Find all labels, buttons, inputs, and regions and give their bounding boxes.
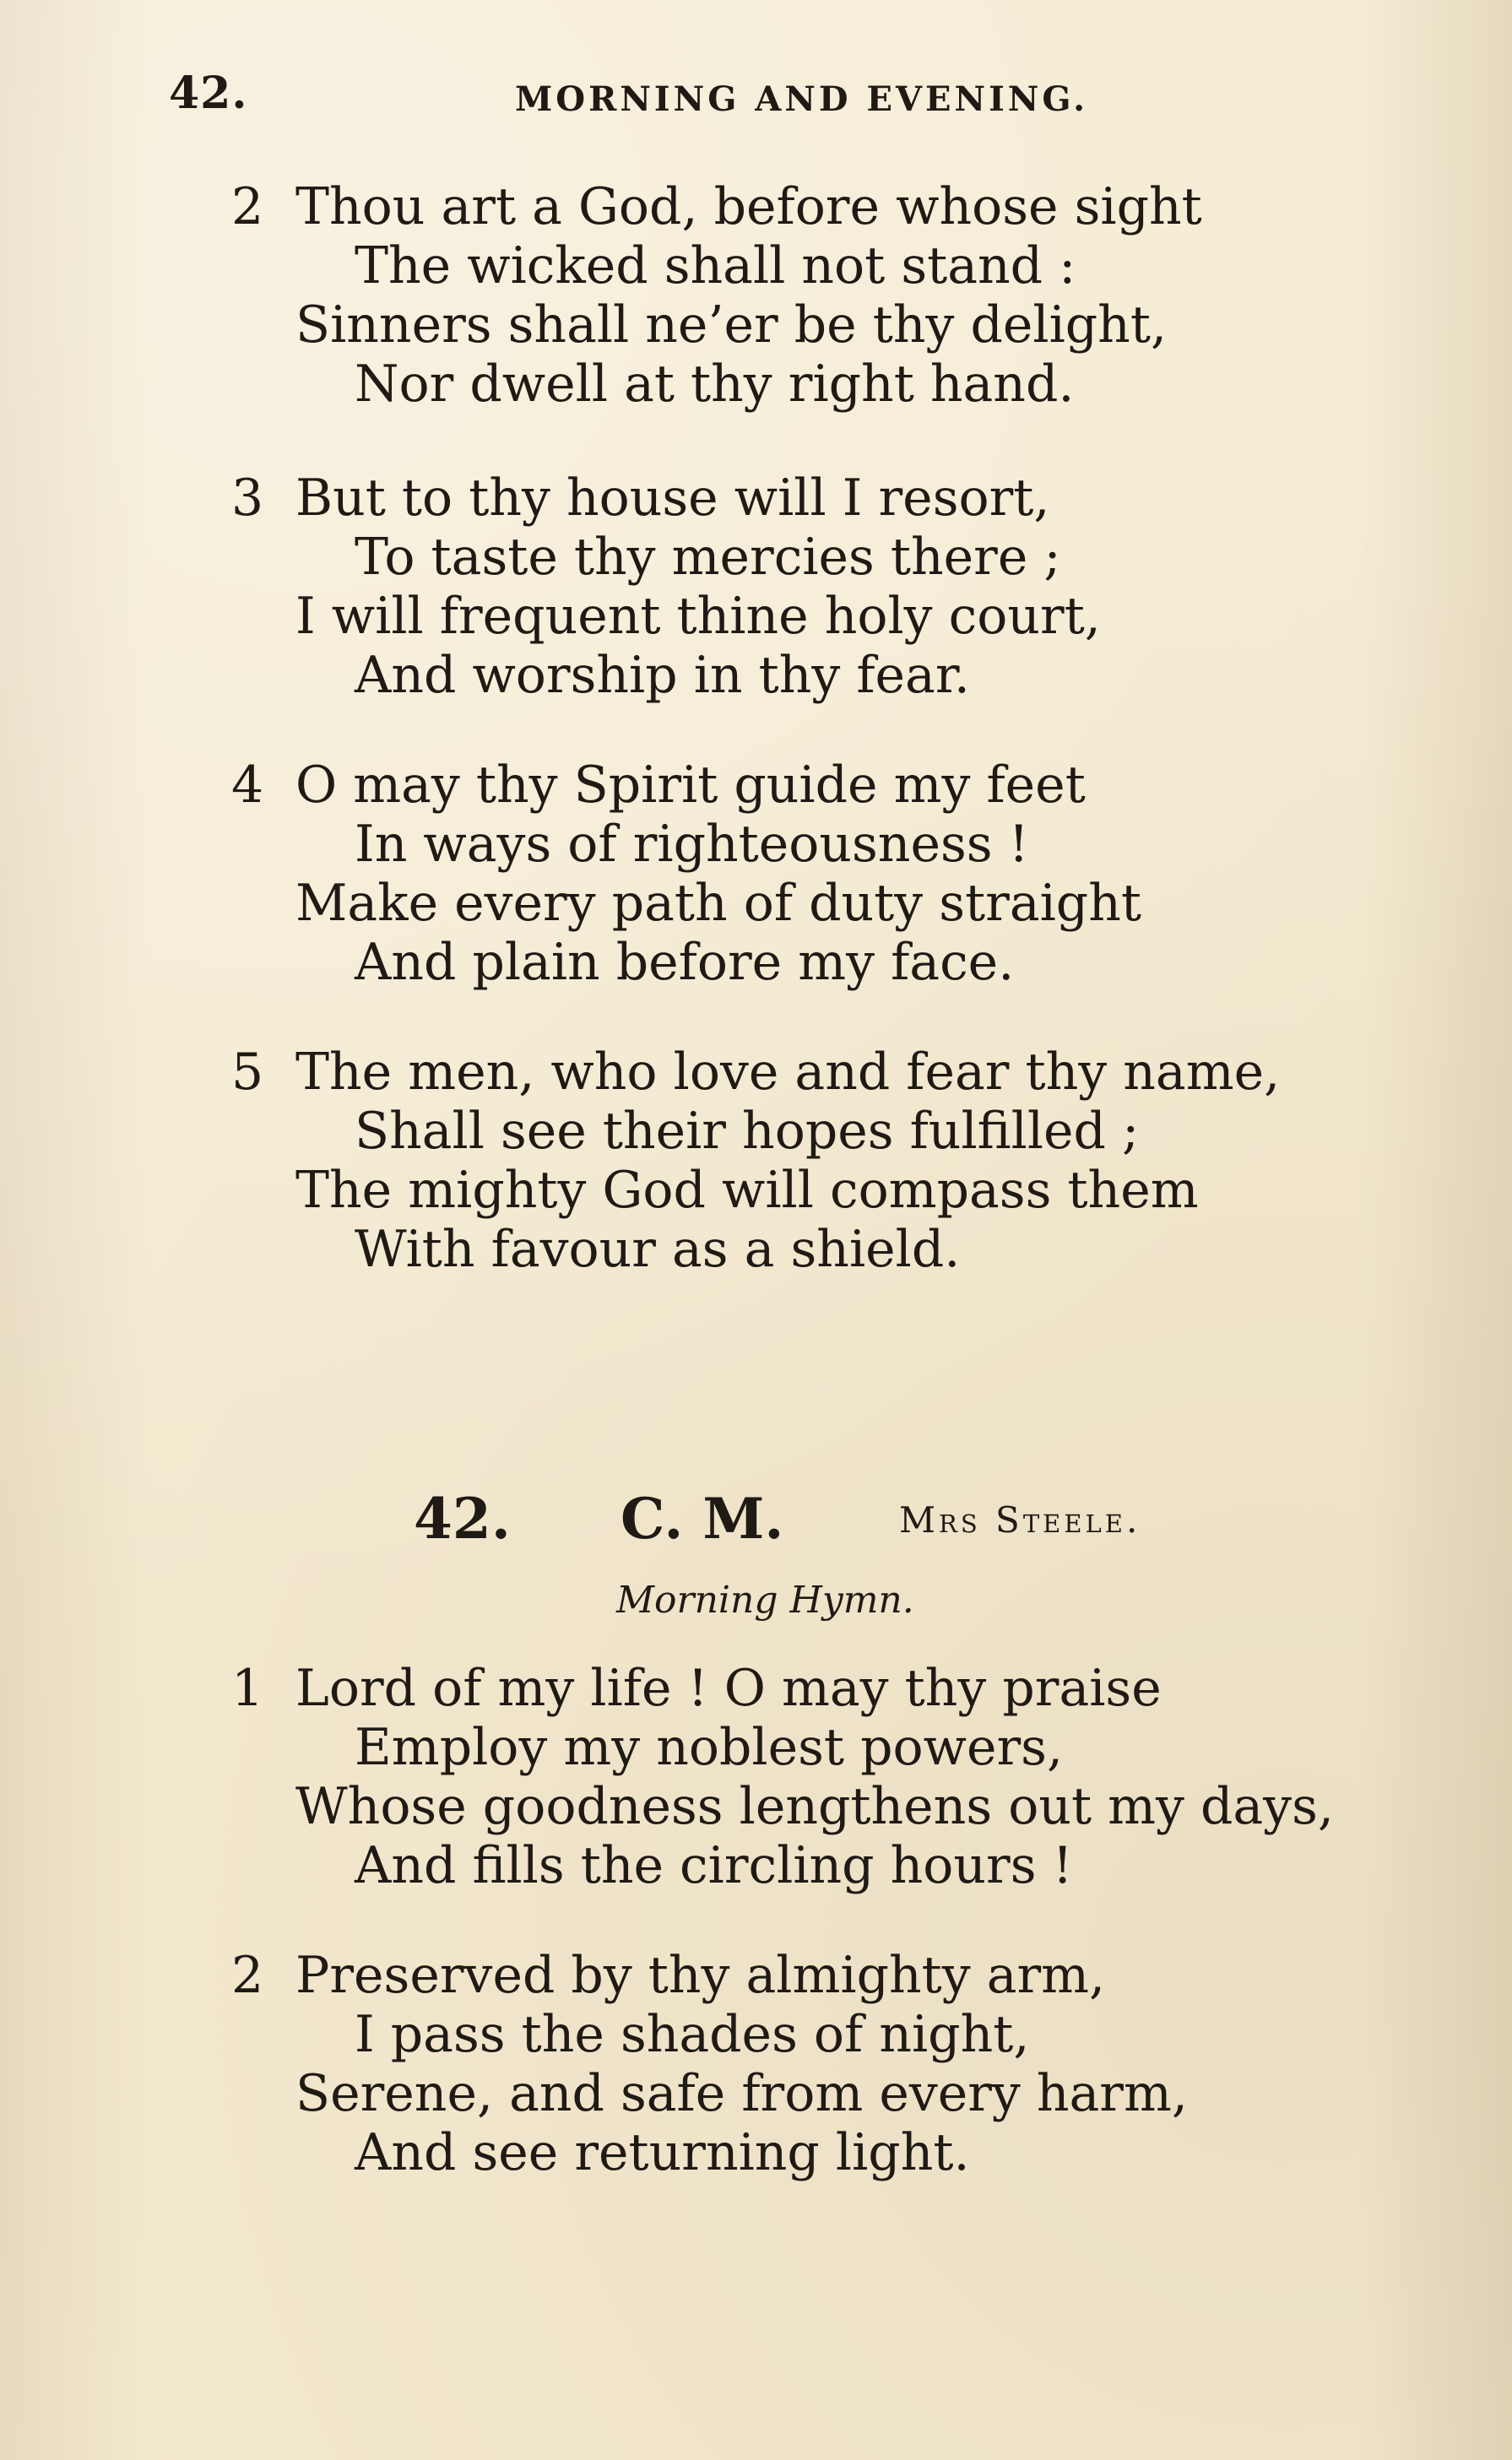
stanza-line: Shall see their hopes fulfilled ; (355, 1102, 1140, 1161)
stanza-number: 5 (231, 1043, 264, 1102)
stanza-line: Make every path of duty straight (295, 874, 1141, 933)
line-text: O may thy Spirit guide my feet (295, 756, 1086, 815)
stanza-line (231, 1946, 1334, 2005)
stanza-line (231, 1043, 1334, 1102)
hymn-author: Mrs Steele. (899, 1499, 1141, 1541)
stanza-number: 2 (231, 177, 264, 236)
stanza-line: And plain before my face. (355, 933, 1015, 992)
stanza-number: 1 (231, 1659, 264, 1718)
stanza-number: 4 (231, 756, 264, 815)
stanza-line: I pass the shades of night, (355, 2005, 1030, 2064)
stanza-line: And fills the circling hours ! (355, 1836, 1073, 1895)
stanza-line: I will frequent thine holy court, (295, 587, 1101, 646)
stanza-line: To taste thy mercies there ; (355, 528, 1061, 587)
stanza-line: And worship in thy fear. (355, 646, 970, 705)
stanza-line (231, 469, 1334, 528)
line-text: But to thy house will I resort, (295, 469, 1050, 528)
line-text: Lord of my life ! O may thy praise (295, 1659, 1162, 1718)
stanza-line: Serene, and safe from every harm, (295, 2064, 1188, 2123)
hymn-heading (414, 1486, 1258, 1553)
page-number: 42. (169, 68, 248, 119)
line-text: Preserved by thy almighty arm, (295, 1946, 1106, 2005)
stanza-2-top (231, 177, 1334, 414)
stanza-number: 3 (231, 469, 264, 528)
stanza-line: Sinners shall ne’er be thy delight, (295, 295, 1168, 355)
stanza-line (231, 177, 1334, 236)
stanza-line: In ways of righteousness ! (355, 815, 1029, 874)
stanza-5-top (231, 1043, 1334, 1279)
stanza-line: Whose goodness lengthens out my days, (295, 1777, 1334, 1836)
stanza-line (231, 756, 1334, 815)
line-text: Thou art a God, before whose sight (295, 177, 1202, 236)
hymn-meter: C. M. (621, 1486, 784, 1552)
stanza-line: The wicked shall not stand : (355, 236, 1076, 295)
stanza-line: And see returning light. (355, 2123, 970, 2182)
hymn-number: 42. (414, 1486, 511, 1552)
stanza-line: With favour as a shield. (355, 1220, 961, 1279)
stanza-1-bottom (231, 1659, 1334, 1895)
running-title: MORNING AND EVENING. (515, 79, 1089, 119)
stanza-line (231, 1659, 1334, 1718)
stanza-line: Nor dwell at thy right hand. (355, 355, 1075, 414)
stanza-number: 2 (231, 1946, 264, 2005)
stanza-3-top (231, 469, 1334, 705)
page-header (169, 68, 1343, 135)
line-text: The men, who love and fear thy name, (295, 1043, 1281, 1102)
stanza-line: Employ my noblest powers, (355, 1718, 1064, 1777)
hymn-title: Morning Hymn. (616, 1579, 914, 1622)
stanza-line: The mighty God will compass them (295, 1161, 1199, 1220)
stanza-4-top (231, 756, 1334, 992)
stanza-2-bottom (231, 1946, 1334, 2182)
